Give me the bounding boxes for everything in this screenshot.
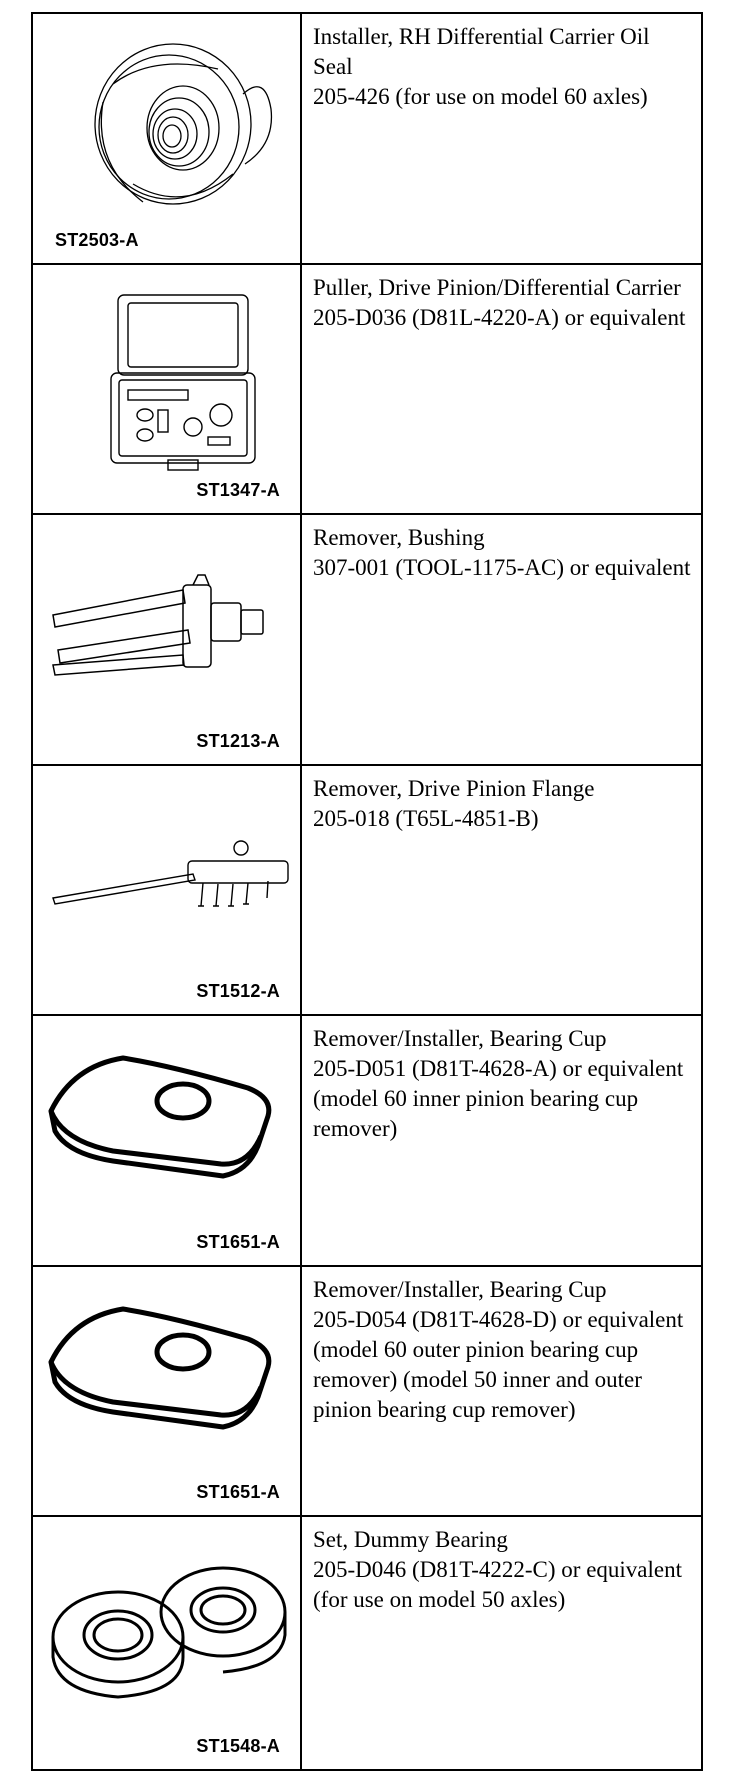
tool-name: Remover/Installer, Bearing Cup xyxy=(313,1276,607,1302)
tool-description-cell xyxy=(302,515,701,764)
bushing-remover-icon xyxy=(33,515,302,735)
tool-details: 205-D046 (D81T-4222-C) or equivalent (for use on model 50 axles) xyxy=(313,1557,682,1612)
tool-name: Set, Dummy Bearing xyxy=(313,1527,508,1552)
tool-description-cell xyxy=(302,1267,701,1516)
tool-details: 205-D036 (D81L-4220-A) or equivalent xyxy=(313,304,686,330)
tool-illustration-cell xyxy=(33,14,302,263)
bearing-cup-block-icon xyxy=(33,1016,302,1236)
tool-details: 205-426 (for use on model 60 axles) xyxy=(313,84,648,109)
tool-name: Installer, RH Differential Carrier Oil Seal xyxy=(313,24,650,79)
tool-description-cell xyxy=(302,14,701,263)
tool-illustration-cell xyxy=(33,766,302,1015)
tool-details: 205-018 (T65L-4851-B) xyxy=(313,805,539,831)
figure-id: ST1213-A xyxy=(196,730,280,751)
tool-illustration-cell xyxy=(33,1016,302,1265)
tool-details: 205-D051 (D81T-4628-A) or equivalent (model 60 inner pinion bearing cup remover) xyxy=(313,1056,684,1141)
tool-details: 307-001 (TOOL-1175-AC) or equivalent xyxy=(313,555,691,580)
tool-description-cell xyxy=(302,265,701,514)
tool-row xyxy=(33,265,701,516)
tool-name: Remover, Drive Pinion Flange xyxy=(313,775,595,801)
figure-id: ST1548-A xyxy=(196,1736,280,1756)
special-tools-table xyxy=(31,12,703,1771)
tool-name: Puller, Drive Pinion/Differential Carrier xyxy=(313,274,681,300)
tool-row xyxy=(33,1016,701,1267)
figure-id: ST1651-A xyxy=(196,1482,280,1502)
tool-illustration-cell xyxy=(33,1517,302,1769)
flange-remover-icon xyxy=(33,766,302,986)
figure-id: ST1512-A xyxy=(196,981,280,1001)
tool-row xyxy=(33,1517,701,1769)
puller-kit-case-icon xyxy=(33,265,302,485)
tool-description-cell xyxy=(302,1517,701,1769)
bearing-cup-block-icon xyxy=(33,1267,302,1487)
tool-illustration-cell xyxy=(33,1267,302,1516)
tool-name: Remover/Installer, Bearing Cup xyxy=(313,1026,607,1051)
tool-row xyxy=(33,515,701,766)
tool-details: 205-D054 (D81T-4628-D) or equivalent (model 60 outer pinion bearing cup remover) (model 50 inner and outer pinion bearing cup remover) xyxy=(313,1306,684,1422)
figure-id: ST1347-A xyxy=(196,480,280,500)
tool-row xyxy=(33,1267,701,1518)
tool-description-cell xyxy=(302,1016,701,1265)
tool-row xyxy=(33,766,701,1017)
oil-seal-installer-icon xyxy=(33,14,302,234)
tool-name: Remover, Bushing xyxy=(313,525,485,550)
tool-illustration-cell xyxy=(33,515,302,764)
dummy-bearing-set-icon xyxy=(33,1517,302,1737)
figure-id: ST1651-A xyxy=(196,1231,280,1252)
figure-id: ST2503-A xyxy=(55,229,139,250)
tool-row xyxy=(33,14,701,265)
tool-illustration-cell xyxy=(33,265,302,514)
tool-description-cell xyxy=(302,766,701,1015)
